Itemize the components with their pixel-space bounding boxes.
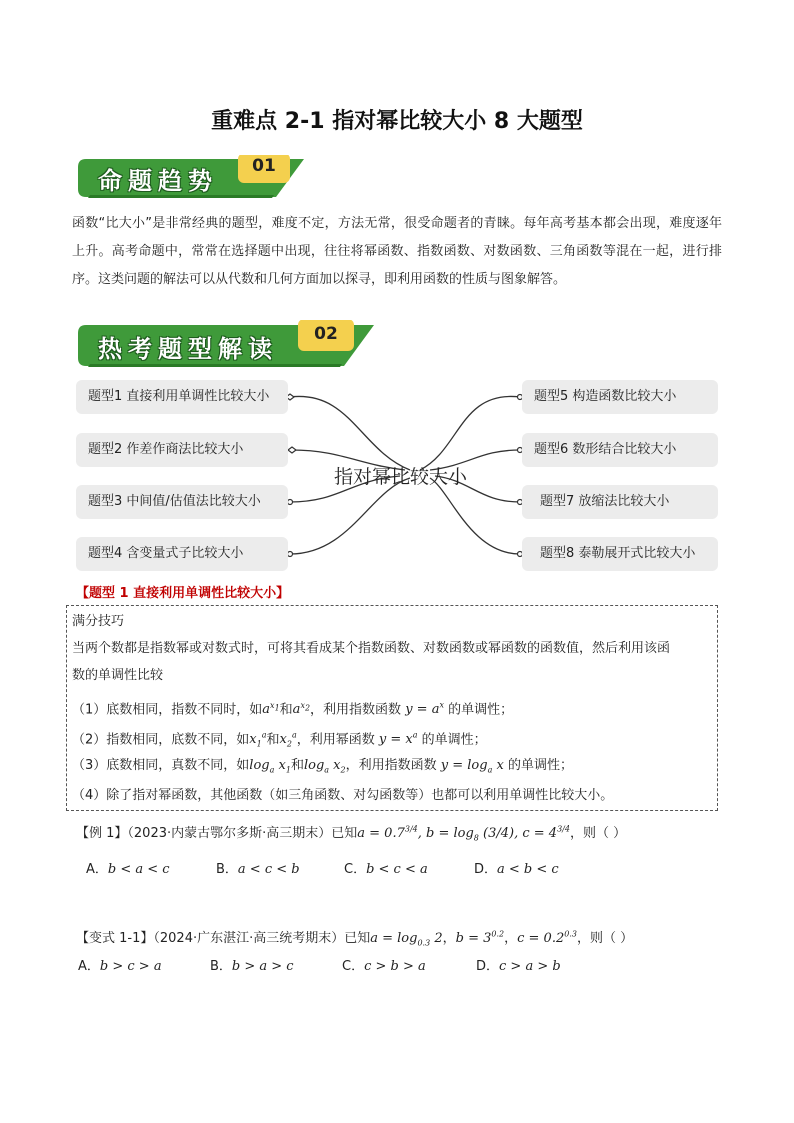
mindmap-node-right-8: 题型8 泰勒展开式比较大小 [522, 537, 718, 571]
math-expr: $\log_a x_2$ [303, 758, 346, 775]
section-banner-trend [76, 155, 316, 201]
variant-1-1-question: 【变式 1-1】（2024·广东湛江·高三统考期末）已知$a = \log_{0.3} 2$，$b = 3^{0.2}$，$c = 0.2^{0.3}$，则（ ） [76, 929, 634, 948]
math-expr: $x_1^a$ [249, 731, 267, 749]
variant-1-1-option-b[interactable]: B．b > a > c [210, 959, 294, 974]
mindmap-node-left-1: 题型1 直接利用单调性比较大小 [76, 380, 288, 414]
example-1-question: 【例 1】（2023·内蒙古鄂尔多斯·高三期末）已知$a = 0.7^{3/4}$, $b = \log_8 (3/4)$, $c = 4^{3/4}$，则（ ） [76, 824, 627, 843]
tips-item-4: （4）除了指对幂函数，其他函数（如三角函数、对勾函数等）也都可以利用单调性比较大小。 [72, 788, 614, 803]
tips-item-2: （2）指数相同，底数不同，如$x_1^a$和$x_2^a$，利用幂函数 $y = x^a$ 的单调性； [72, 731, 487, 749]
banner-label: 命题趋势 [98, 167, 218, 195]
math-expr: $c = 0.2^{0.3}$ [517, 929, 577, 946]
tips-text-2: 数的单调性比较 [72, 668, 164, 683]
math-expr: $\log_a x_1$ [249, 758, 291, 775]
math-expr: $y = x^a$ [374, 731, 418, 748]
mindmap [0, 370, 794, 580]
banner-label: 热考题型解读 [98, 335, 278, 363]
mindmap-center: 指对幂比较大小 [334, 466, 468, 488]
example-1-option-c[interactable]: C．b < c < a [344, 862, 428, 877]
mindmap-node-right-6: 题型6 数形结合比较大小 [522, 433, 718, 467]
math-expr: $a = 0.7^{3/4}$, $b = \log_8 (3/4)$, $c = 4^{3/4}$ [357, 824, 570, 843]
mindmap-node-left-3: 题型3 中间值/估值法比较大小 [76, 485, 288, 519]
mindmap-node-right-5: 题型5 构造函数比较大小 [522, 380, 718, 414]
intro-paragraph: 函数“比大小”是非常经典的题型，难度不定，方法无常，很受命题者的青睐。每年高考基本都会出现，难度逐年上升。高考命题中，常常在选择题中出现，往往将幂函数、指数函数、对数函数、三角函数等混在一起，进行排序。这类问题的解法可以从代数和几何方面加以探寻，即利用函数的性质与图象解答。 [72, 216, 722, 287]
tips-text-1: 当两个数都是指数幂或对数式时，可将其看成某个指数函数、对数函数或幂函数的函数值，然后利用该函 [72, 641, 671, 656]
math-expr: $a^{x_1}$ [262, 701, 280, 718]
math-expr: $a^{x_2}$ [292, 701, 311, 718]
example-1-option-b[interactable]: B．a < c < b [216, 862, 300, 877]
variant-1-1-option-a[interactable]: A．b > c > a [78, 959, 162, 974]
tips-title: 满分技巧 [72, 614, 125, 629]
example-1-option-d[interactable]: D．a < b < c [474, 862, 559, 877]
section-banner-types [76, 320, 376, 366]
math-expr: $a = \log_{0.3} 2$ [370, 931, 443, 948]
section-heading: 【题型 1 直接利用单调性比较大小】 [76, 586, 290, 601]
variant-1-1-option-c[interactable]: C．c > b > a [342, 959, 426, 974]
variant-1-1-option-d[interactable]: D．c > a > b [476, 959, 561, 974]
mindmap-node-left-2: 题型2 作差作商法比较大小 [76, 433, 288, 467]
banner-number: 01 [252, 156, 276, 176]
math-expr: $b = 3^{0.2}$ [455, 929, 505, 946]
math-expr: $x_2^a$ [279, 731, 297, 749]
mindmap-node-right-7: 题型7 放缩法比较大小 [522, 485, 718, 519]
math-expr: $y = a^x$ [401, 701, 444, 718]
tips-item-1: （1）底数相同，指数不同时，如$a^{x_1}$和$a^{x_2}$，利用指数函数 $y = a^x$ 的单调性； [72, 701, 514, 718]
math-expr: $y = \log_a x$ [436, 758, 508, 775]
banner-number: 02 [314, 324, 338, 344]
example-1-option-a[interactable]: A．b < a < c [86, 862, 170, 877]
mindmap-node-left-4: 题型4 含变量式子比较大小 [76, 537, 288, 571]
page-title: 重难点 2-1 指对幂比较大小 8 大题型 [211, 109, 583, 134]
tips-item-3: （3）底数相同，真数不同，如$\log_a x_1$和$\log_a x_2$，利用指数函数 $y = \log_a x$ 的单调性； [72, 758, 573, 775]
